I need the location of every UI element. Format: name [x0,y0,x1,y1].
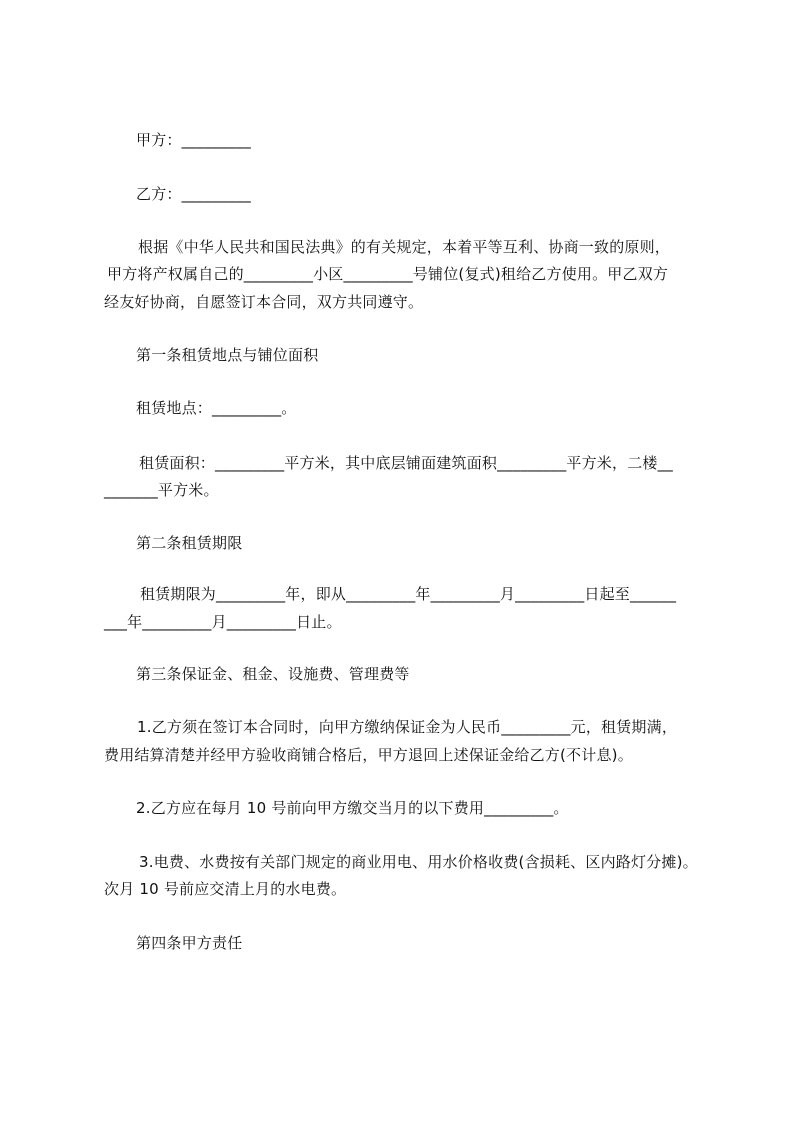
lease-location: 租赁地点：_________。 [136,399,297,417]
preamble-line-3: 经友好协商，自愿签订本合同，双方共同遵守。 [104,293,424,311]
article-3-item-1-line-1: 1.乙方须在签订本合同时，向甲方缴纳保证金为人民币_________元，租赁期满， [137,718,678,736]
lease-area-line-1: 租赁面积：_________平方米，其中底层铺面建筑面积_________平方米，二楼__ [139,454,674,472]
article-4-title: 第四条甲方责任 [136,934,243,952]
article-3-item-1-line-2: 费用结算清楚并经甲方验收商铺合格后，甲方退回上述保证金给乙方(不计息)。 [104,746,633,764]
article-2-title: 第二条租赁期限 [136,534,243,552]
party-a-line: 甲方：_________ [136,131,251,149]
article-3-item-2: 2.乙方应在每月 10 号前向甲方缴交当月的以下费用_________。 [136,799,569,817]
article-3-item-3-line-1: 3.电费、水费按有关部门规定的商业用电、用水价格收费(含损耗、区内路灯分摊)。 [139,853,698,871]
lease-area-line-2: _______平方米。 [104,481,219,499]
lease-term-line-1: 租赁期限为_________年，即从_________年_________月_________日起至______ [140,585,677,603]
preamble-line-2: 甲方将产权属自己的_________小区_________号铺位(复式)租给乙方使用。甲乙双方 [107,265,669,283]
preamble-line-1: 根据《中华人民共和国民法典》的有关规定，本着平等互利、协商一致的原则， [138,238,671,256]
article-1-title: 第一条租赁地点与铺位面积 [136,346,319,364]
lease-term-line-2: ___年_________月_________日止。 [104,613,342,631]
party-b-line: 乙方：_________ [136,185,251,203]
article-3-title: 第三条保证金、租金、设施费、管理费等 [136,665,410,683]
article-3-item-3-line-2: 次月 10 号前应交清上月的水电费。 [104,880,347,898]
